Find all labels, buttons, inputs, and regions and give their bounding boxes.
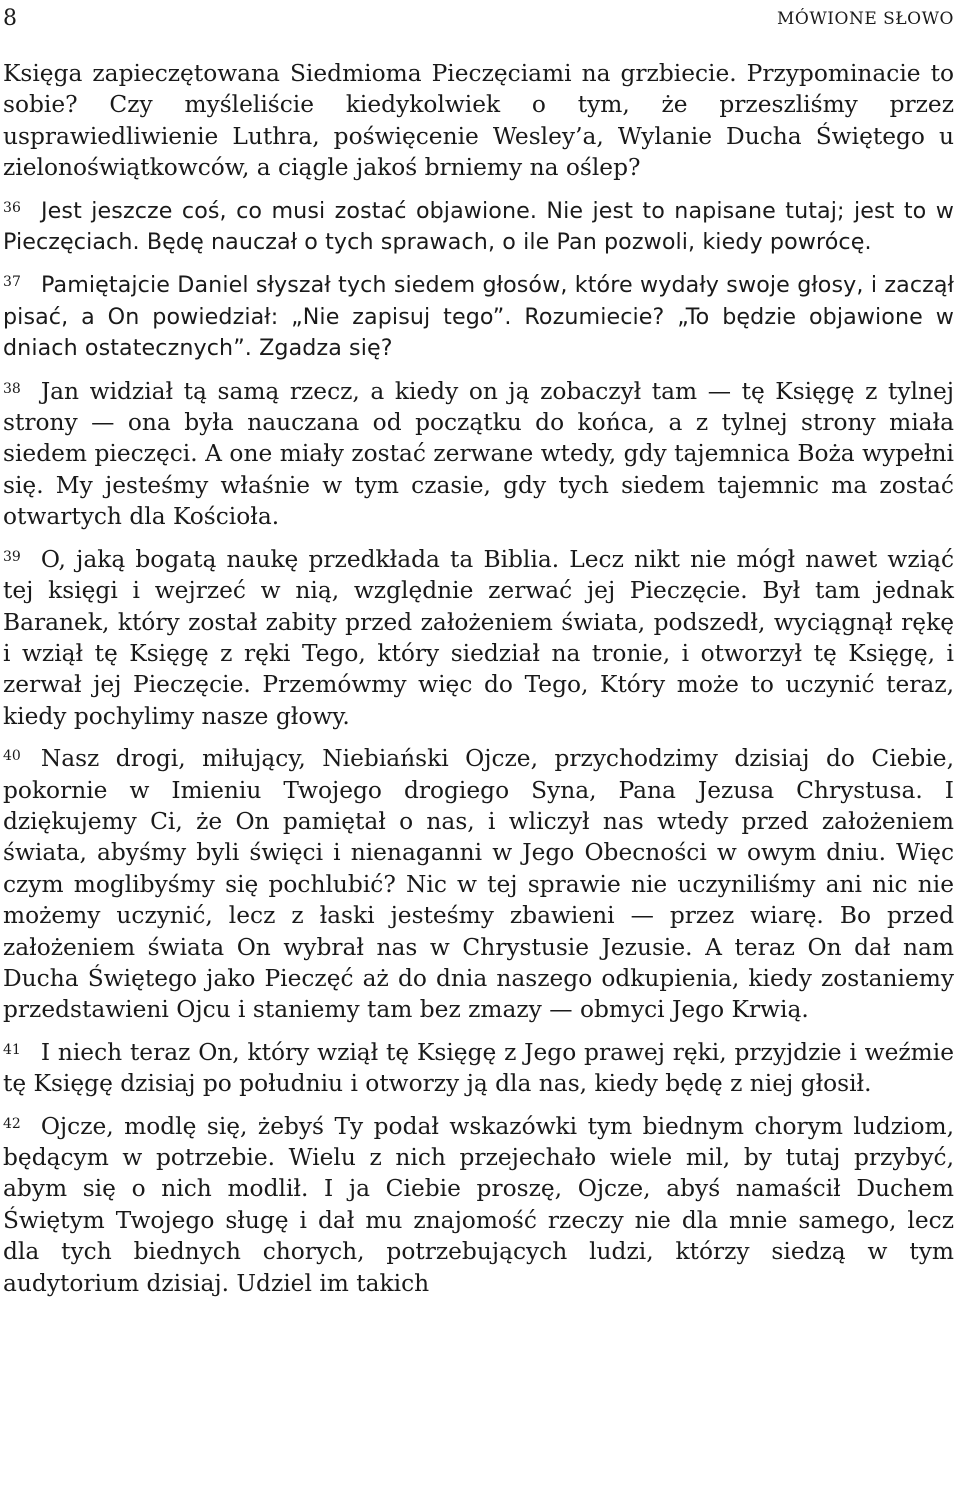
paragraph-number: 37 xyxy=(3,274,22,291)
paragraph-41 xyxy=(3,1035,954,1100)
paragraph-text: Jest jeszcze coś, co musi zostać objawione. Nie jest to napisane tutaj; jest to w Pieczęciach. Będę nauczał o tych sprawach, o ile Pan pozwoli, kiedy powrócę. xyxy=(3,197,954,256)
paragraph-text: Księga zapieczętowana Siedmioma Pieczęciami na grzbiecie. Przypominacie to sobie? Czy myśleliście kiedykolwiek o tym, że przeszliśmy przez usprawiedliwienie Luthra, poświęcenie Wesley’a, Wylanie Ducha Świętego u zielonoświątkowców, a ciągle jakoś brniemy na oślep? xyxy=(3,60,954,182)
paragraph-continued xyxy=(3,58,954,184)
paragraph-38 xyxy=(3,374,954,533)
paragraph-number: 41 xyxy=(3,1041,21,1058)
page-header xyxy=(3,0,954,42)
paragraph-number: 38 xyxy=(3,380,21,397)
page-number: 8 xyxy=(3,6,17,31)
paragraph-text: Pamiętajcie Daniel słyszał tych siedem głosów, które wydały swoje głosy, i zaczął pisać, a On powiedział: „Nie zapisuj tego”. Rozumiecie? „To będzie objawione w dniach ostatecznych”. Zgadza się? xyxy=(3,272,954,362)
paragraph-36 xyxy=(3,193,954,259)
paragraph-text: Jan widział tą samą rzecz, a kiedy on ją zobaczył tam — tę Księgę z tylnej strony — ona była nauczana od początku do końca, a z tylnej strony miała siedem pieczęci. A one miały zostać zerwane wtedy, gdy tajemnica Boża wypełni się. My jesteśmy właśnie w tym czasie, gdy tych siedem tajemnic ma zostać otwartych dla Kościoła. xyxy=(3,377,954,531)
paragraph-text: Nasz drogi, miłujący, Niebiański Ojcze, przychodzimy dzisiaj do Ciebie, pokornie w Imieniu Twojego drogiego Syna, Pana Jezusa Chrystusa. I dziękujemy Ci, że On pamiętał o nas, i wliczył nas wtedy przed założeniem świata, abyśmy byli święci i nienaganni w Jego Obecności w owym dniu. Więc czym moglibyśmy się pochlubić? Nic w tej sprawie nie uczyniliśmy ani nic nie możemy uczynić, lecz z łaski jesteśmy zbawieni — przez wiarę. Bo przed założeniem świata On wybrał nas w Chrystusie Jezusie. A teraz On dał nam Ducha Świętego jako Pieczęć aż do dnia naszego odkupienia, kiedy zostaniemy przedstawieni Ojcu i staniemy tam bez zmazy — obmyci Jego Krwią. xyxy=(3,745,954,1024)
paragraph-39 xyxy=(3,542,954,732)
paragraph-number: 40 xyxy=(3,748,21,765)
paragraph-37 xyxy=(3,267,954,364)
paragraph-42 xyxy=(3,1109,954,1299)
paragraph-text: I niech teraz On, który wziął tę Księgę z Jego prawej ręki, przyjdzie i weźmie tę Księgę dzisiaj po południu i otworzy ją dla nas, kiedy będę z niej głosił. xyxy=(3,1038,954,1098)
paragraph-number: 36 xyxy=(3,199,22,216)
paragraph-number: 39 xyxy=(3,548,21,565)
running-title: MÓWIONE SŁOWO xyxy=(776,9,954,29)
body-text xyxy=(3,58,954,1299)
paragraph-text: Ojcze, modlę się, żebyś Ty podał wskazówki tym biednym chorym ludziom, będącym w potrzebie. Wielu z nich przejechało wiele mil, by tutaj przybyć, abym się o nich modlił. I ja Ciebie proszę, Ojcze, abyś namaścił Duchem Świętym Twojego sługę i dał mu znajomość rzeczy nie dla mnie samego, lecz dla tych biednych chorych, potrzebujących ludzi, którzy siedzą w tym audytorium dzisiaj. Udziel im takich xyxy=(3,1112,954,1297)
paragraph-text: O, jaką bogatą naukę przedkłada ta Biblia. Lecz nikt nie mógł nawet wziąć tej księgi i wejrzeć w nią, względnie zerwać jej Pieczęcie. Był tam jednak Baranek, który został zabity przed założeniem świata, podszedł, wyciągnął rękę i wziął tę Księgę z ręki Tego, który siedział na tronie, i otworzył tę Księgę, i zerwał jej Pieczęcie. Przemówmy więc do Tego, Który może to uczynić teraz, kiedy pochylimy nasze głowy. xyxy=(3,545,954,730)
paragraph-number: 42 xyxy=(3,1115,21,1132)
paragraph-40 xyxy=(3,741,954,1026)
